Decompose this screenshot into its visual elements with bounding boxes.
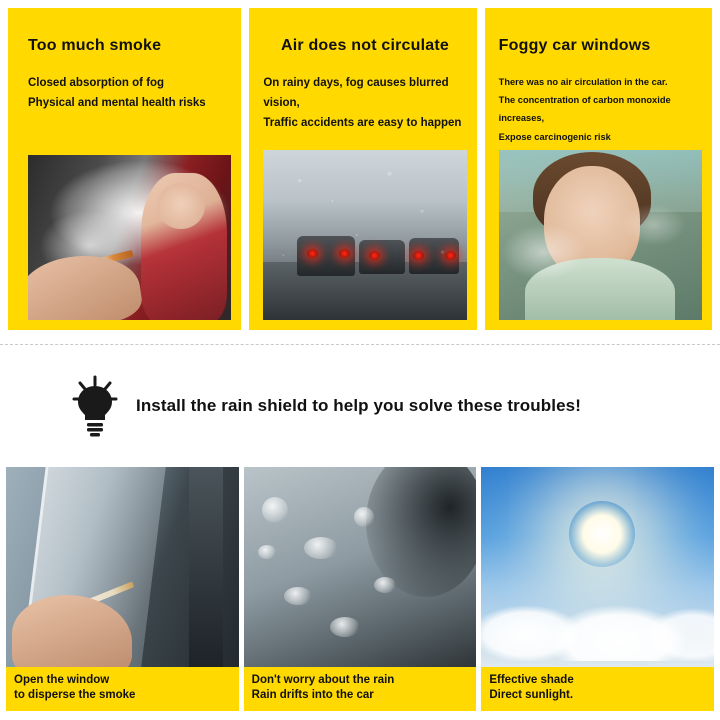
caption-line: Don't worry about the rain — [251, 674, 395, 686]
solution-caption-2 — [244, 667, 477, 711]
problem-text-1 — [28, 73, 231, 113]
problem-line: There was no air circulation in the car. — [498, 77, 668, 88]
raindrop-overlay — [263, 150, 466, 320]
smoke-overlay — [499, 150, 702, 320]
solution-card-3 — [481, 467, 714, 711]
sun-shape — [569, 501, 635, 567]
problem-title-3: Foggy car windows — [498, 37, 651, 54]
caption-line: Effective shade — [489, 674, 574, 686]
child-figure — [141, 173, 227, 320]
raindrop-shape — [258, 545, 276, 559]
raindrop-shape — [354, 507, 374, 527]
solution-banner — [0, 345, 720, 467]
raindrop-shape — [304, 537, 338, 559]
raindrop-shape — [374, 577, 396, 593]
problem-title-2: Air does not circulate — [280, 37, 449, 54]
caption-line: to disperse the smoke — [14, 688, 136, 701]
problem-line: The concentration of carbon monoxide increases, — [498, 95, 671, 124]
cloud-shape — [481, 571, 714, 661]
raindrop-shape — [330, 617, 360, 637]
problem-line: Expose carcinogenic risk — [498, 131, 611, 142]
solution-caption-3 — [481, 667, 714, 711]
problem-line: Closed absorption of fog — [28, 77, 165, 90]
banner-text: Install the rain shield to help you solve these troubles! — [136, 396, 581, 415]
problem-line: Traffic accidents are easy to happen — [263, 117, 462, 130]
solution-caption-1 — [6, 667, 239, 711]
problems-section — [0, 0, 720, 330]
problem-line: On rainy days, fog causes blurred vision, — [263, 77, 449, 110]
smoking-in-car-photo — [28, 155, 231, 320]
solution-card-1 — [6, 467, 239, 711]
problem-card-2 — [249, 8, 476, 330]
hand-shape — [28, 248, 144, 320]
problem-line: Physical and mental health risks — [28, 97, 206, 110]
solutions-section — [0, 467, 720, 719]
woman-in-foggy-car-photo — [499, 150, 702, 320]
problem-card-1 — [8, 8, 241, 330]
problem-text-2 — [263, 73, 466, 133]
raindrops-on-window-photo — [244, 467, 477, 667]
window-with-rain-shield-photo — [6, 467, 239, 667]
raindrop-shape — [284, 587, 312, 605]
lightbulb-icon — [72, 375, 118, 437]
sunlight-sky-photo — [481, 467, 714, 667]
rainy-blurred-windshield-photo — [263, 150, 466, 320]
solution-card-2 — [244, 467, 477, 711]
raindrop-shape — [262, 497, 288, 523]
problem-card-3 — [485, 8, 712, 330]
problem-text-3 — [499, 73, 702, 146]
problem-title-1: Too much smoke — [28, 37, 162, 54]
door-pillar-shape — [189, 467, 223, 667]
caption-line: Rain drifts into the car — [251, 688, 374, 701]
caption-line: Direct sunlight. — [489, 688, 574, 701]
caption-line: Open the window — [14, 674, 110, 686]
